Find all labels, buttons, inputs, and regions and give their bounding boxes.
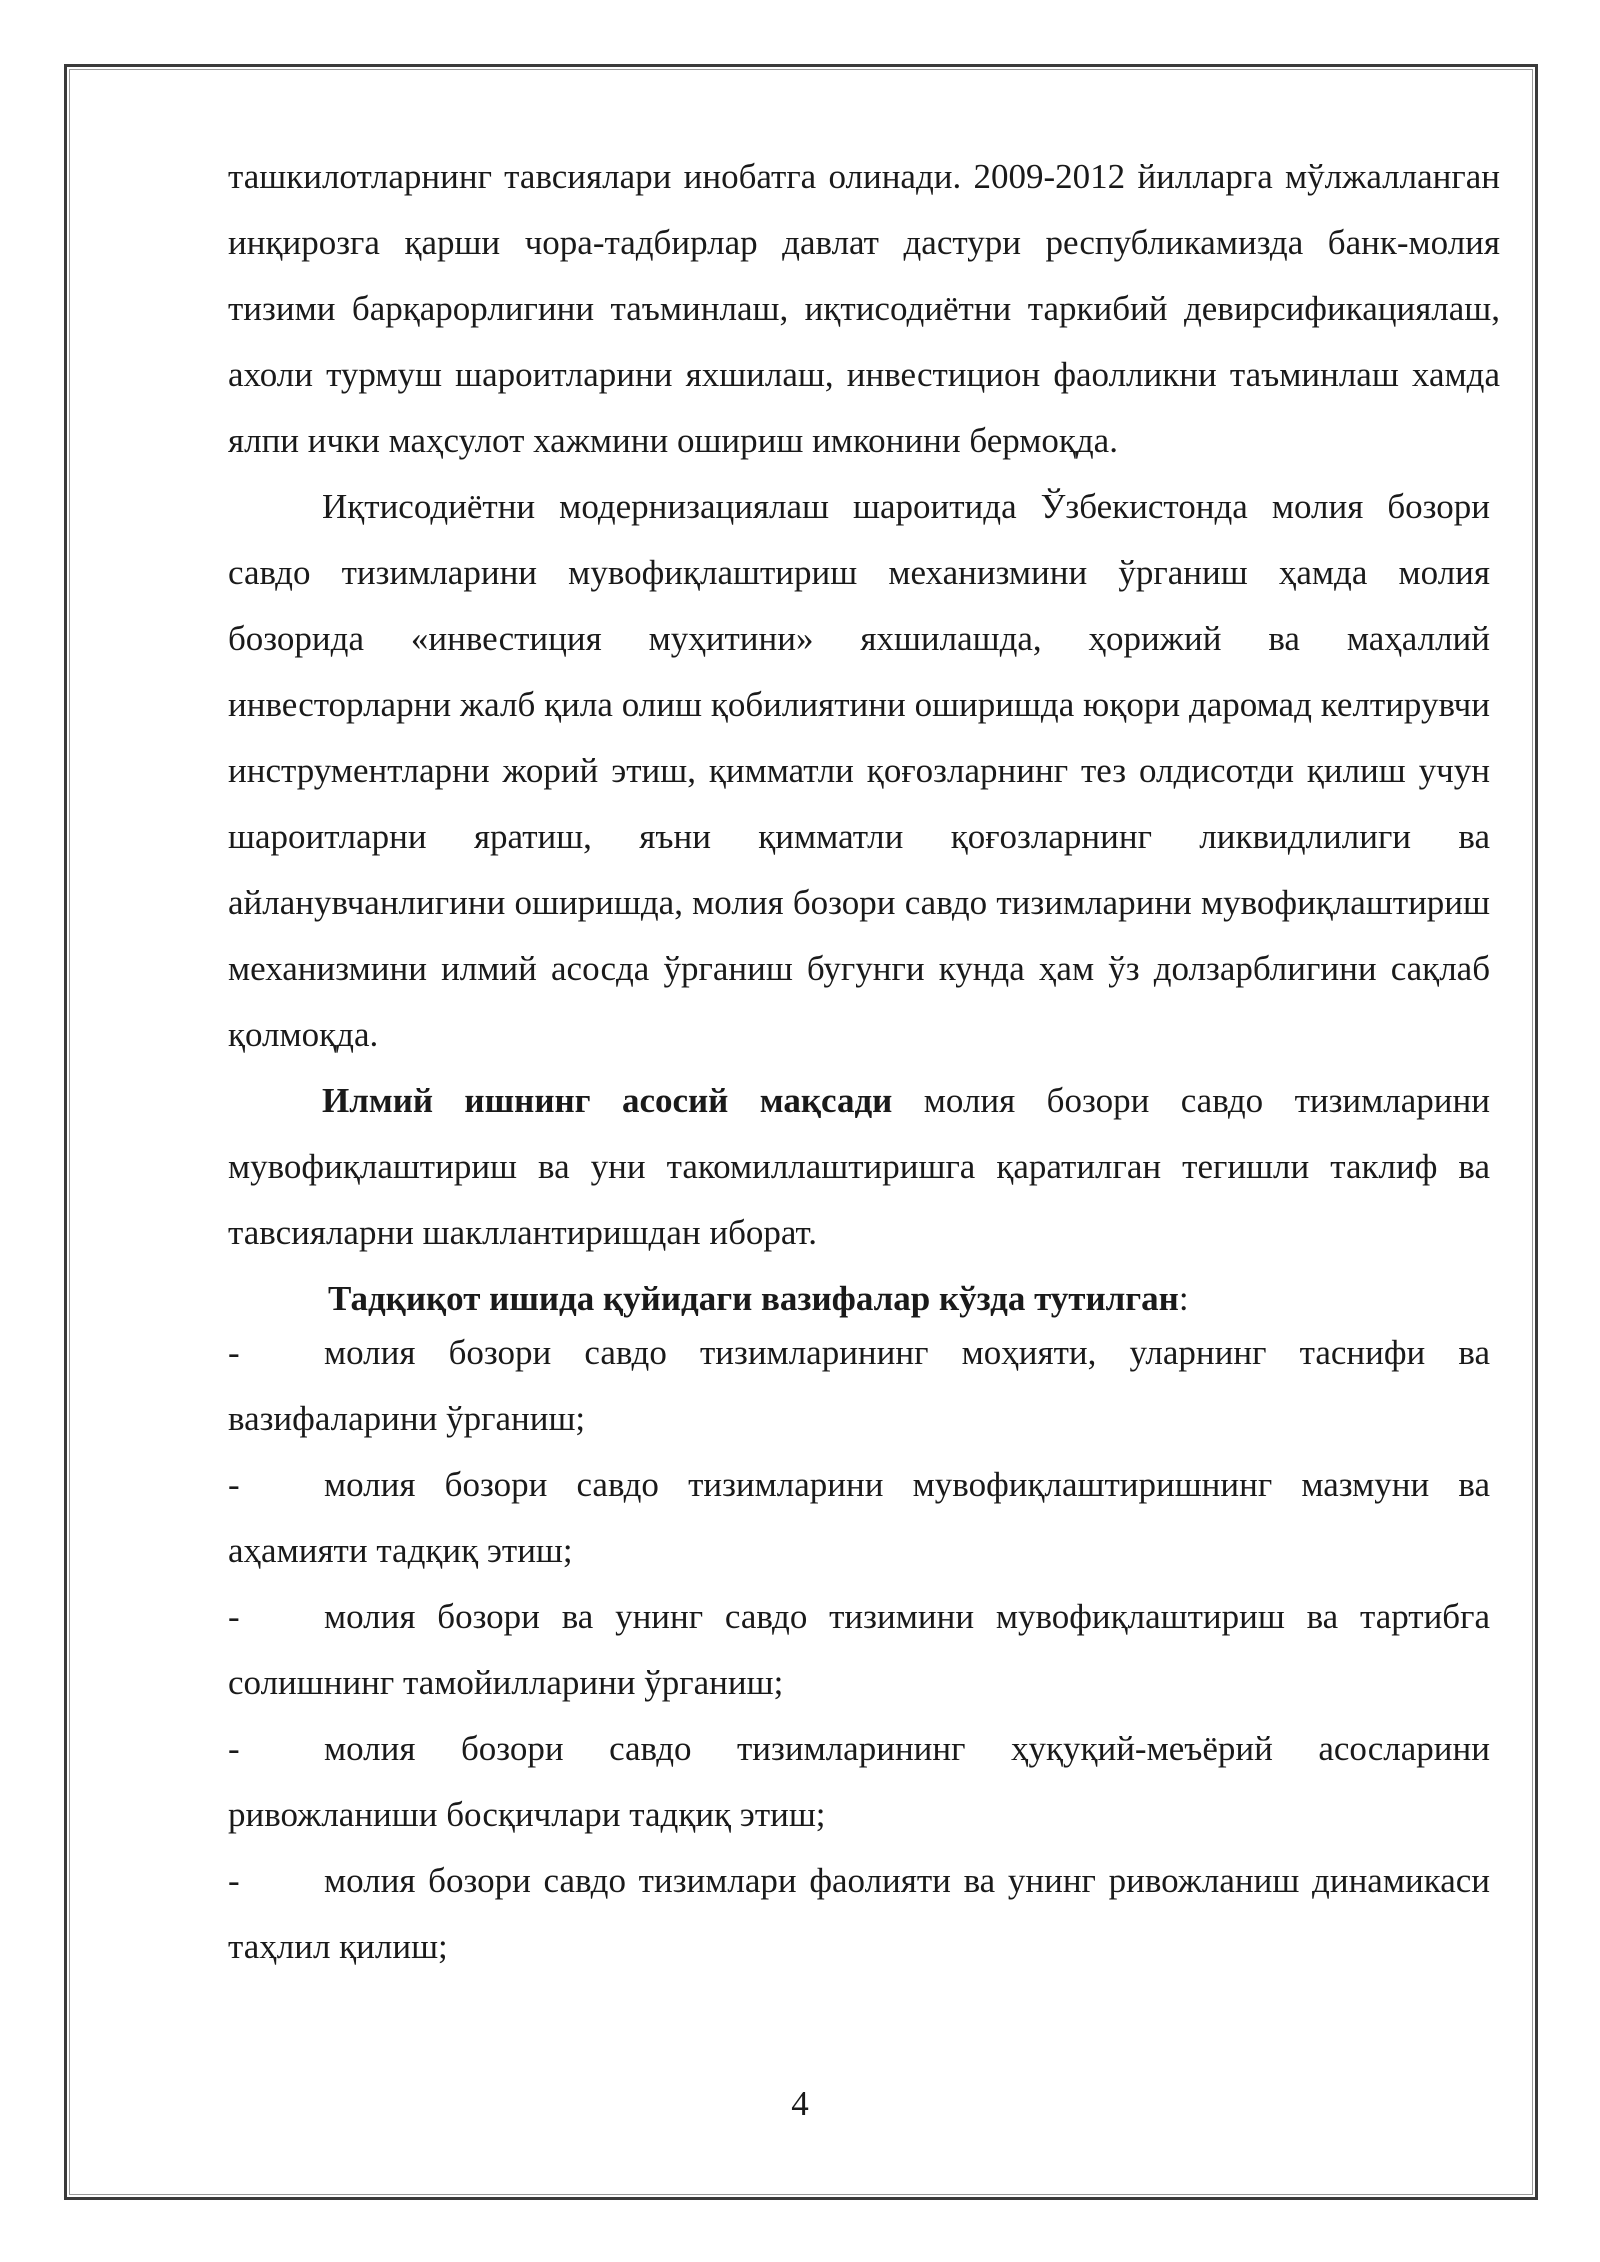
tasks-heading xyxy=(228,1272,1500,1326)
list-item-text: молия бозори савдо тизимларининг моҳияти, уларнинг таснифи ва вазифаларини ўрганиш; xyxy=(228,1333,1490,1438)
list-item-text: молия бозори савдо тизимлари фаолияти ва унинг ривожланиш динамикаси таҳлил қилиш; xyxy=(228,1861,1490,1966)
paragraph-goal xyxy=(228,1068,1490,1266)
page-number: 4 xyxy=(791,2084,809,2123)
paragraph-intro: ташкилотларнинг тавсиялари инобатга олинади. 2009-2012 йилларга мўлжалланган инқирозга қарши чора-тадбирлар давлат дастури республикамизда банк-молия тизими барқарорлигини таъминлаш, иқтисодиётни таркибий девирсификациялаш, ахоли турмуш шароитларини яхшилаш, инвестицион фаолликни таъминлаш хамда ялпи ички маҳсулот хажмини ошириш имконини бермоқда. xyxy=(228,157,1500,460)
list-dash: - xyxy=(228,1597,240,1636)
goal-heading: Илмий ишнинг асосий мақсади xyxy=(322,1081,893,1120)
list-item xyxy=(228,1584,1490,1716)
list-item-text: молия бозори савдо тизимларининг ҳуқуқий-меъёрий асосларини ривожланиши босқичлари тадқиқ этиш; xyxy=(228,1729,1490,1834)
tasks-heading-colon: : xyxy=(1178,1279,1189,1318)
tasks-heading-text: Тадқиқот ишида қуйидаги вазифалар кўзда тутилган xyxy=(328,1279,1179,1318)
list-item xyxy=(228,1716,1490,1848)
list-dash: - xyxy=(228,1861,240,1900)
list-item-text: молия бозори савдо тизимларини мувофиқлаштиришнинг мазмуни ва аҳамияти тадқиқ этиш; xyxy=(228,1465,1490,1570)
list-dash: - xyxy=(228,1333,240,1372)
list-item xyxy=(228,1452,1490,1584)
list-item xyxy=(228,1848,1490,1980)
list-item-text: молия бозори ва унинг савдо тизимини мувофиқлаштириш ва тартибга солишнинг тамойилларини ўрганиш; xyxy=(228,1597,1490,1702)
paragraph-relevance: Иқтисодиётни модернизациялаш шароитида Ўзбекистонда молия бозори савдо тизимларини мувофиқлаштириш механизмини ўрганиш ҳамда молия бозорида «инвестиция муҳитини» яхшилашда, ҳорижий ва маҳаллий инвесторларни жалб қила олиш қобилиятини оширишда юқори даромад келтирувчи инструментларни жорий этиш, қимматли қоғозларнинг тез олдисотди қилиш учун шароитларни яратиш, яъни қимматли қоғозларнинг ликвидлилиги ва айланувчанлигини оширишда, молия бозори савдо тизимларини мувофиқлаштириш механизмини илмий асосда ўрганиш бугунги кунда ҳам ўз долзарблигини сақлаб қолмоқда. xyxy=(228,487,1490,1054)
list-dash: - xyxy=(228,1729,240,1768)
tasks-list xyxy=(228,1320,1500,1980)
goal-text: молия бозори савдо тизимларини мувофиқлаштириш ва уни такомиллаштиришга қаратилган тегишли таклиф ва тавсияларни шакллантиришдан иборат. xyxy=(228,1081,1490,1252)
list-item xyxy=(228,1320,1490,1452)
list-dash: - xyxy=(228,1465,240,1504)
document-body xyxy=(228,144,1500,1980)
